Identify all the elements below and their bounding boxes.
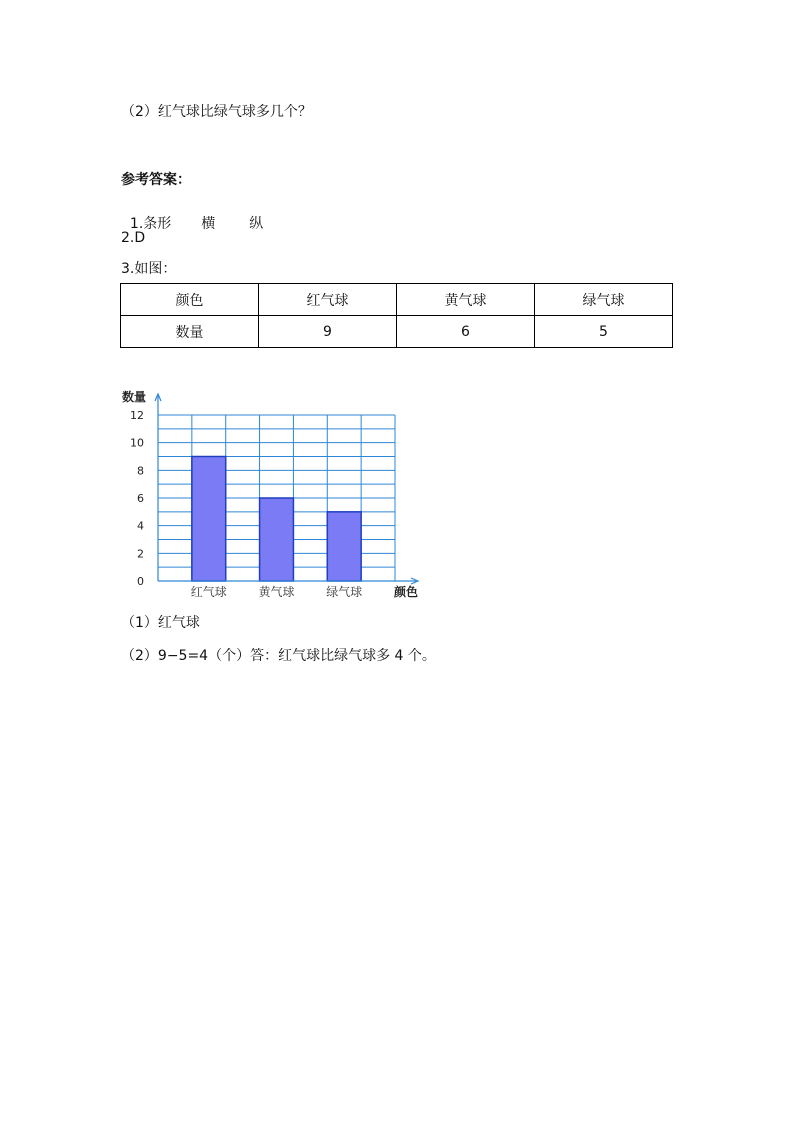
- sub-answer-2: （2）9−5=4（个）答：红气球比绿气球多 4 个。: [121, 648, 436, 664]
- answer-1-item-2: 横: [201, 216, 216, 232]
- answer-3-intro: 3.如图：: [121, 261, 177, 277]
- y-tick-label: 0: [137, 575, 144, 588]
- bar-chart: [120, 385, 430, 605]
- answer-1: [121, 197, 263, 233]
- x-tick-label: 红气球: [190, 585, 227, 599]
- sub-answer-1: （1）红气球: [121, 615, 200, 631]
- balloon-table: [120, 283, 673, 348]
- y-axis-title: 数量: [122, 390, 147, 404]
- table-cell: 9: [259, 316, 397, 348]
- answer-1-item-1: 条形: [143, 216, 172, 232]
- table-cell: 5: [535, 316, 673, 348]
- y-tick-label: 12: [130, 409, 144, 422]
- bar-绿气球: [327, 512, 361, 581]
- x-axis-title: 颜色: [394, 585, 419, 599]
- table-row: [121, 284, 673, 316]
- y-tick-label: 4: [137, 519, 144, 533]
- x-tick-label: 绿气球: [326, 585, 363, 599]
- table-cell: 数量: [121, 316, 259, 348]
- y-tick-label: 8: [137, 464, 144, 478]
- answer-1-item-3: 纵: [249, 216, 264, 232]
- answer-2: 2.D: [121, 230, 146, 246]
- answers-heading: 参考答案：: [121, 172, 191, 188]
- table-row: [121, 316, 673, 348]
- y-tick-label: 10: [130, 436, 144, 450]
- bar-红气球: [192, 457, 226, 582]
- y-tick-label: 2: [137, 547, 144, 561]
- bar-黄气球: [260, 498, 294, 581]
- chart-bars: [192, 457, 361, 582]
- x-tick-label: 黄气球: [258, 585, 295, 599]
- table-cell: 红气球: [259, 284, 397, 316]
- table-cell: 颜色: [121, 284, 259, 316]
- answer-1-number: 1.: [129, 216, 144, 232]
- table-cell: 黄气球: [397, 284, 535, 316]
- question-2: （2）红气球比绿气球多几个？: [121, 104, 312, 120]
- y-tick-label: 6: [137, 492, 144, 505]
- table-cell: 6: [397, 316, 535, 348]
- table-cell: 绿气球: [535, 284, 673, 316]
